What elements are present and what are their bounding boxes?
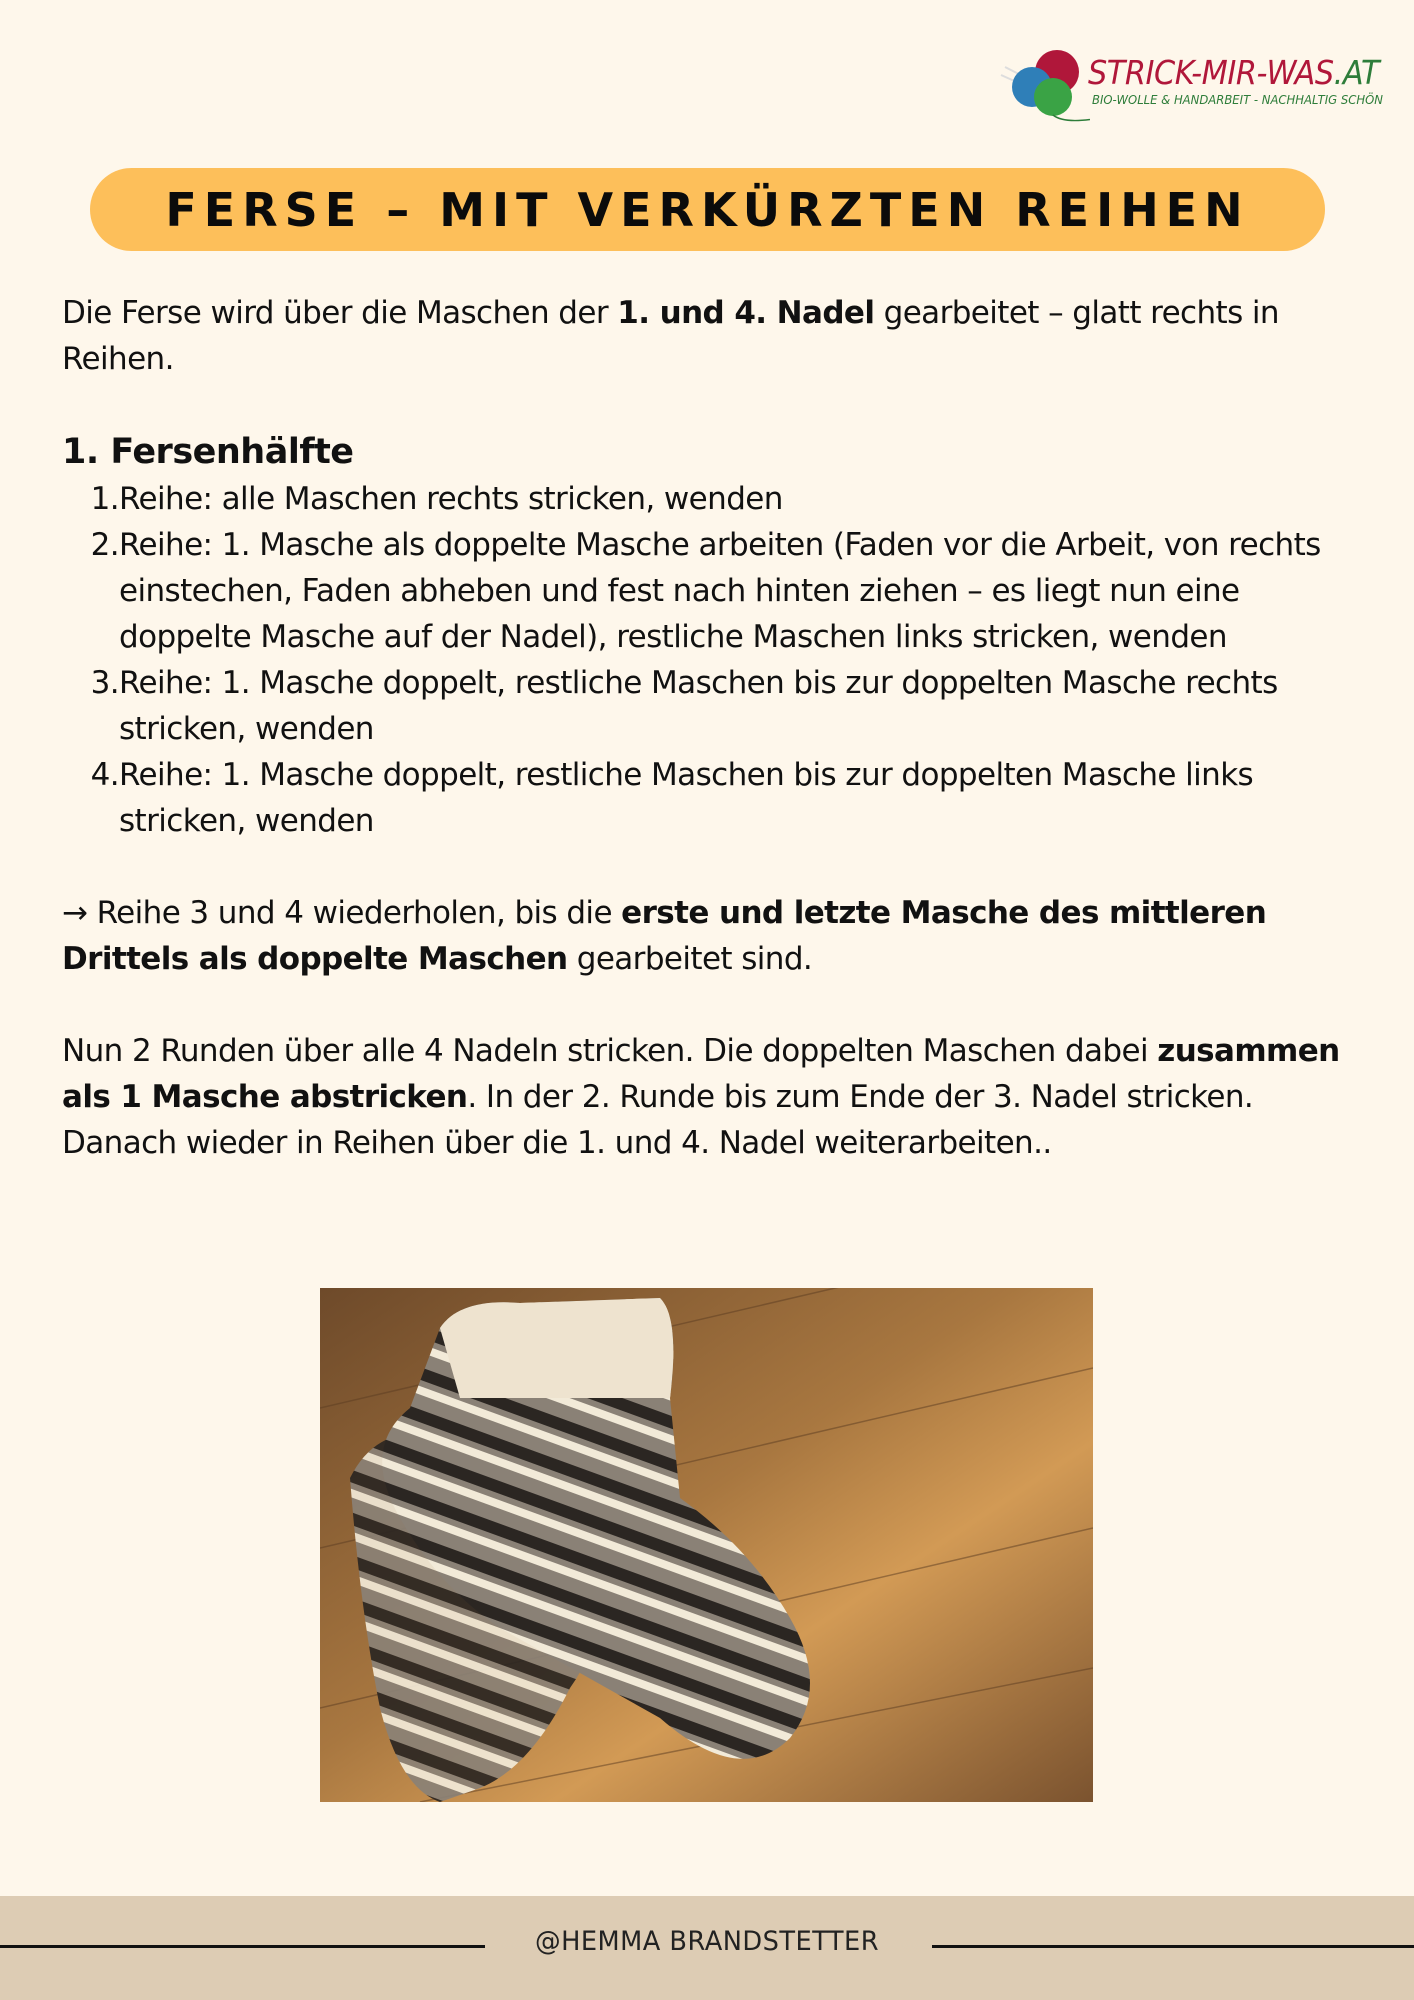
brand-tagline: BIO-WOLLE & HANDARBEIT - NACHHALTIG SCHÖN xyxy=(1092,92,1383,107)
rounds-paragraph: Nun 2 Runden über alle 4 Nadeln stricken. Die doppelten Maschen dabei zusammen als 1 Masche abstricken. In der 2. Runde bis zum Ende der 3. Nadel stricken. Danach wieder in Reihen über die 1. und 4. Nadel weiterarbeiten.. xyxy=(62,1033,1340,1161)
brand-logo xyxy=(995,45,1405,125)
list-item: 2. Reihe: 1. Masche als doppelte Masche arbeiten (Faden vor die Arbeit, von rechts einstechen, Faden abheben und fest nach hinten ziehen – es liegt nun eine doppelte Masche auf der Nadel), restliche Maschen links stricken, wenden xyxy=(90,527,1321,655)
list-item: 1. Reihe: alle Maschen rechts stricken, wenden xyxy=(90,481,783,517)
list-item: 4. Reihe: 1. Masche doppelt, restliche Maschen bis zur doppelten Masche links stricken, wenden xyxy=(90,757,1254,839)
repeat-paragraph: → Reihe 3 und 4 wiederholen, bis die erste und letzte Masche des mittleren Drittels als doppelte Maschen gearbeitet sind. xyxy=(62,895,1267,977)
footer-divider-right xyxy=(932,1945,1414,1948)
socks-photo xyxy=(320,1288,1093,1802)
socks-illustration xyxy=(320,1288,1093,1802)
brand-name: STRICK-MIR-WAS.AT xyxy=(1088,53,1380,92)
instructions-body xyxy=(62,290,1362,1166)
intro-paragraph: Die Ferse wird über die Maschen der 1. und 4. Nadel gearbeitet – glatt rechts in Reihen. xyxy=(62,295,1279,377)
footer-credit: @HEMMA BRANDSTETTER xyxy=(534,1926,880,1957)
title-banner xyxy=(90,168,1325,251)
footer xyxy=(0,1896,1414,2000)
row-instructions-list xyxy=(62,476,1362,844)
yarn-balls-icon xyxy=(995,45,1090,125)
section-heading: 1. Fersenhälfte xyxy=(62,432,354,472)
page-title: FERSE – MIT VERKÜRZTEN REIHEN xyxy=(165,182,1250,237)
list-item: 3. Reihe: 1. Masche doppelt, restliche Maschen bis zur doppelten Masche rechts stricken, wenden xyxy=(90,665,1278,747)
